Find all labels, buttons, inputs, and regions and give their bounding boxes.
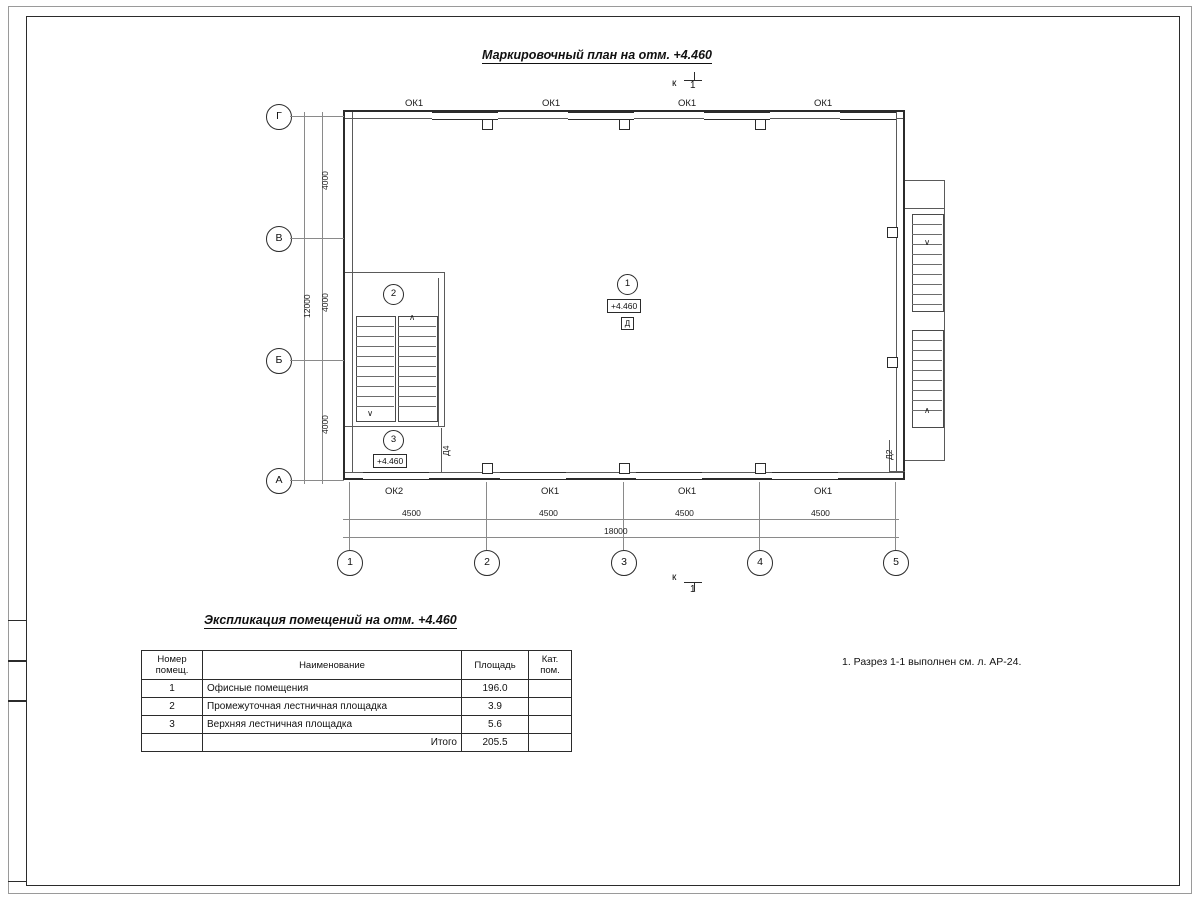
dim-horizontal-1: 4500 (402, 508, 421, 518)
cell-room-name: Промежуточная лестничная площадка (203, 698, 462, 716)
right-stair-tread (912, 350, 942, 351)
column-bottom-2 (619, 463, 630, 474)
window-bottom-4 (772, 472, 838, 480)
dim-vertical-1: 4000 (320, 171, 330, 190)
window-top-4 (840, 112, 896, 120)
right-stair-direction-up-icon: ∧ (924, 405, 931, 415)
stair-room-top-wall (345, 272, 445, 273)
column-top-3 (755, 119, 766, 130)
cell-room-category (529, 680, 572, 698)
right-stair-tread (912, 360, 942, 361)
axis-bubble-a: А (266, 468, 292, 494)
cell-room-name: Офисные помещения (203, 680, 462, 698)
right-stair-tread (912, 224, 942, 225)
room-3-elevation: +4.460 (373, 454, 407, 468)
right-stair-tread (912, 274, 942, 275)
right-stair-tread (912, 304, 942, 305)
stair-tread (356, 346, 394, 347)
wall-left-inner (352, 112, 353, 472)
stair-tread (356, 336, 394, 337)
cell-room-category (529, 716, 572, 734)
wall-right-inner (896, 112, 897, 472)
margin-stub-3 (8, 700, 27, 882)
stair-tread (398, 386, 436, 387)
right-stair-tread (912, 264, 942, 265)
header-room-category-line1: Кат. (541, 654, 559, 665)
dim-horizontal-4: 4500 (811, 508, 830, 518)
cell-room-category (529, 698, 572, 716)
wall-left-outer (343, 110, 345, 480)
window-top-label-4: ОК1 (814, 98, 833, 109)
header-room-category (529, 651, 572, 680)
window-bottom-2 (500, 472, 566, 480)
window-bottom-label-1: ОК2 (385, 486, 404, 497)
table-title: Экспликация помещений на отм. +4.460 (204, 613, 457, 627)
stair-direction-down-icon: ∨ (367, 408, 374, 418)
dim-horizontal-3: 4500 (675, 508, 694, 518)
axis-bubble-v: В (266, 226, 292, 252)
stair-tread (356, 326, 394, 327)
table-row (142, 680, 572, 698)
section-mark-bottom-line (684, 582, 702, 583)
room-tag-1: 1 (617, 274, 638, 295)
dim-vertical-2: 4000 (320, 293, 330, 312)
right-stair-tread (912, 370, 942, 371)
axis-bubble-b: Б (266, 348, 292, 374)
dim-tick-v-outer-2 (298, 480, 310, 481)
stair-tread (398, 396, 436, 397)
axis-ext-1 (349, 482, 350, 550)
cell-room-area: 3.9 (462, 698, 529, 716)
room-tag-3: 3 (383, 430, 404, 451)
cell-room-area: 5.6 (462, 716, 529, 734)
table-header-row (142, 651, 572, 680)
dim-tick-v-inner-1 (316, 116, 328, 117)
table-total-row (142, 734, 572, 752)
room-tag-2: 2 (383, 284, 404, 305)
dim-tick-v-outer-1 (298, 116, 310, 117)
room-1-elevation: +4.460 (607, 299, 641, 313)
explication-table (141, 650, 572, 752)
dim-chain-horizontal-inner (343, 519, 899, 520)
right-stair-tread (912, 380, 942, 381)
window-top-label-2: ОК1 (542, 98, 561, 109)
header-room-number-line2: помещ. (155, 665, 189, 676)
window-bottom-label-3: ОК1 (678, 486, 697, 497)
column-bottom-1 (482, 463, 493, 474)
room-1-category: Д (621, 317, 634, 330)
axis-bubble-4: 4 (747, 550, 773, 576)
stair-tread (398, 406, 436, 407)
sheet-border-inner (26, 16, 1180, 886)
right-shaft-outer-line (944, 180, 945, 460)
window-bottom-3 (636, 472, 702, 480)
plan-title: Маркировочный план на отм. +4.460 (482, 48, 712, 62)
cell-room-number: 1 (142, 680, 203, 698)
stair-tread (398, 366, 436, 367)
stair-tread (398, 346, 436, 347)
dim-horizontal-total: 18000 (604, 526, 628, 536)
stair-room-inner-right (438, 278, 439, 426)
stair-tread (398, 336, 436, 337)
dim-vertical-total: 12000 (302, 294, 312, 318)
window-bottom-label-4: ОК1 (814, 486, 833, 497)
right-stair-tread (912, 340, 942, 341)
margin-stub-2 (8, 660, 27, 702)
axis-bubble-2: 2 (474, 550, 500, 576)
cell-room-number: 2 (142, 698, 203, 716)
window-top-label-3: ОК1 (678, 98, 697, 109)
stair-tread (398, 376, 436, 377)
stair-direction-up-icon: ∧ (409, 312, 416, 322)
stair-room-bottom-wall (345, 426, 445, 427)
cell-total-category (529, 734, 572, 752)
right-stair-tread (912, 390, 942, 391)
stair-tread (356, 396, 394, 397)
stair-tread (356, 386, 394, 387)
window-bottom-label-2: ОК1 (541, 486, 560, 497)
column-right-mid (887, 357, 898, 368)
right-stair-tread (912, 400, 942, 401)
right-stair-tread (912, 254, 942, 255)
section-mark-top: к (672, 78, 677, 89)
window-bottom-1 (363, 472, 429, 480)
stair-tread (356, 356, 394, 357)
column-top-2 (619, 119, 630, 130)
header-room-category-line2: пом. (540, 665, 560, 676)
dim-tick-v-inner-2 (316, 238, 328, 239)
stair-room-right-wall (444, 272, 445, 427)
right-stair-direction-down-icon: ∨ (924, 237, 931, 247)
right-shaft-mid-line (905, 208, 945, 209)
dim-horizontal-2: 4500 (539, 508, 558, 518)
axis-bubble-5: 5 (883, 550, 909, 576)
axis-ext-3 (623, 482, 624, 550)
header-room-name: Наименование (203, 651, 462, 680)
right-stair-tread (912, 294, 942, 295)
right-shaft-top-line (905, 180, 945, 181)
wall-right-outer (903, 110, 905, 480)
dim-tick-v-inner-4 (316, 480, 328, 481)
right-stair-flight-up (912, 214, 944, 312)
window-top-label-1: ОК1 (405, 98, 424, 109)
cell-room-name: Верхняя лестничная площадка (203, 716, 462, 734)
stair-tread (356, 376, 394, 377)
axis-bubble-1: 1 (337, 550, 363, 576)
section-mark-bottom-number: 1 (690, 584, 696, 595)
stair-tread (356, 406, 394, 407)
section-mark-bottom: к (672, 572, 677, 583)
column-top-1 (482, 119, 493, 130)
section-mark-top-number: 1 (690, 80, 696, 91)
table-row (142, 716, 572, 734)
cell-room-number: 3 (142, 716, 203, 734)
stair-tread (398, 356, 436, 357)
right-stair-tread (912, 284, 942, 285)
stair-tread (398, 326, 436, 327)
right-shaft-bottom-line (905, 460, 945, 461)
axis-bubble-g: Г (266, 104, 292, 130)
column-right-top (887, 227, 898, 238)
margin-stub-1 (8, 620, 27, 662)
cell-total-label: Итого (203, 734, 462, 752)
axis-ext-2 (486, 482, 487, 550)
header-room-number (142, 651, 203, 680)
table-row (142, 698, 572, 716)
header-room-area: Площадь (462, 651, 529, 680)
header-room-number-line1: Номер (157, 654, 187, 665)
door-d2-swing (889, 471, 905, 472)
dim-vertical-3: 4000 (320, 415, 330, 434)
stair-tread (356, 366, 394, 367)
cell-room-area: 196.0 (462, 680, 529, 698)
cell-total-blank (142, 734, 203, 752)
dim-chain-horizontal-outer (343, 537, 899, 538)
axis-ext-5 (895, 482, 896, 550)
column-bottom-3 (755, 463, 766, 474)
door-d4-label: Д4 (441, 445, 451, 456)
door-d2-label: Д2 (884, 449, 894, 460)
drawing-note: 1. Разрез 1-1 выполнен см. л. АР-24. (842, 656, 1022, 668)
axis-bubble-3: 3 (611, 550, 637, 576)
cell-total-area: 205.5 (462, 734, 529, 752)
axis-ext-4 (759, 482, 760, 550)
dim-tick-v-inner-3 (316, 360, 328, 361)
right-stair-tread (912, 234, 942, 235)
